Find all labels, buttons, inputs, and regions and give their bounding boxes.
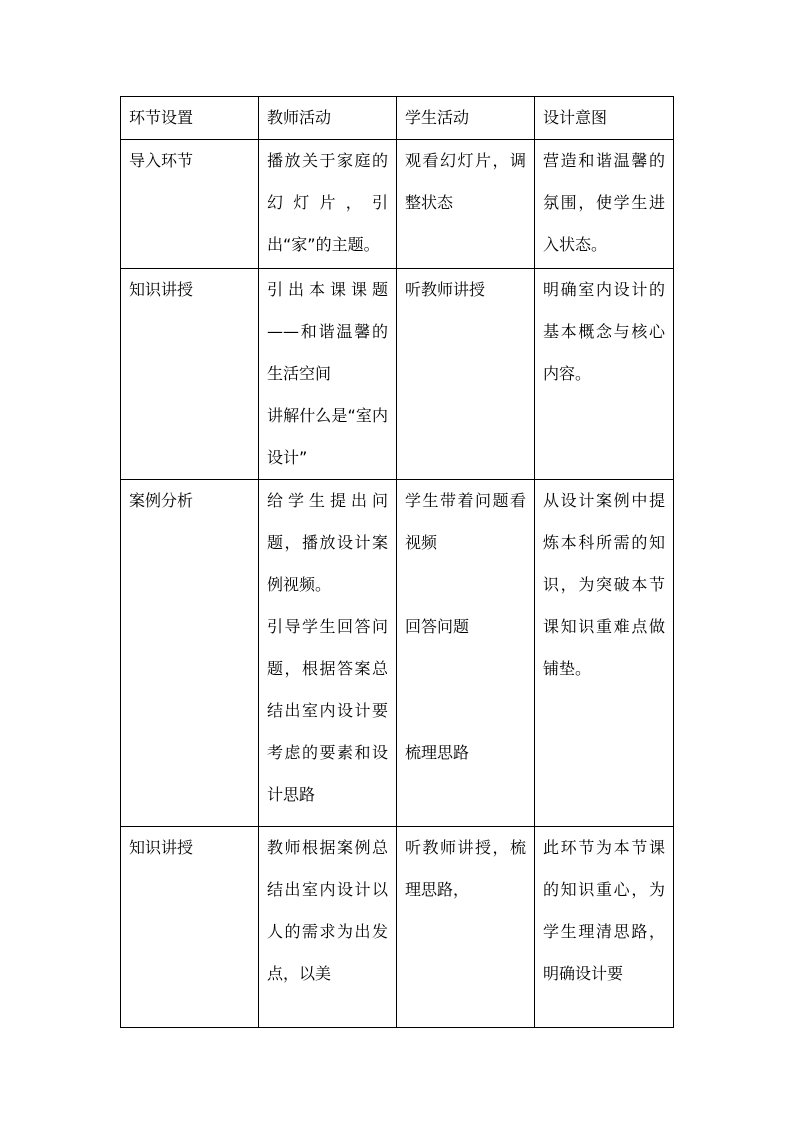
student-activity-text: 听教师讲授 bbox=[405, 280, 486, 299]
design-intent-cell bbox=[535, 269, 674, 480]
table-row bbox=[121, 140, 674, 269]
stage-cell bbox=[121, 480, 259, 827]
header-student-activity: 学生活动 bbox=[397, 97, 535, 140]
table-header-row bbox=[121, 97, 674, 140]
stage-cell bbox=[121, 140, 259, 269]
stage-text: 知识讲授 bbox=[129, 280, 194, 299]
stage-text: 案例分析 bbox=[129, 491, 194, 510]
design-intent-text: 营造和谐温馨的氛围，使学生进入状态。 bbox=[543, 151, 665, 254]
teacher-activity-text: 教师根据案例总结出室内设计以人的需求为出发点，以美 bbox=[267, 838, 388, 983]
design-intent-cell bbox=[535, 140, 674, 269]
stage-text: 知识讲授 bbox=[129, 838, 194, 857]
student-activity-cell bbox=[397, 827, 535, 1028]
teacher-activity-text: 引出本课课题——和谐温馨的生活空间 bbox=[267, 280, 388, 383]
student-activity-text: 学生带着问题看视频 bbox=[405, 491, 526, 552]
teacher-activity-cell bbox=[259, 480, 397, 827]
student-activity-cell bbox=[397, 140, 535, 269]
design-intent-cell bbox=[535, 827, 674, 1028]
design-intent-text: 从设计案例中提炼本科所需的知识，为突破本节课知识重难点做铺垫。 bbox=[543, 491, 665, 678]
student-activity-cell bbox=[397, 269, 535, 480]
teacher-activity-text: 讲解什么是“室内设计” bbox=[267, 406, 388, 467]
header-stage: 环节设置 bbox=[121, 97, 259, 140]
stage-cell bbox=[121, 827, 259, 1028]
student-activity-text: 梳理思路 bbox=[405, 743, 470, 762]
table-row bbox=[121, 827, 674, 1028]
teacher-activity-cell bbox=[259, 269, 397, 480]
table-row bbox=[121, 480, 674, 827]
student-activity-text: 观看幻灯片，调整状态 bbox=[405, 151, 526, 212]
stage-text: 导入环节 bbox=[129, 151, 194, 170]
teacher-activity-text: 播放关于家庭的幻灯片，引出“家”的主题。 bbox=[267, 151, 388, 254]
teacher-activity-text: 给学生提出问题，播放设计案例视频。 bbox=[267, 491, 388, 594]
spacer bbox=[405, 648, 526, 690]
student-activity-text: 回答问题 bbox=[405, 617, 470, 636]
teacher-activity-text: 引导学生回答问题，根据答案总结出室内设计要考虑的要素和设计思路 bbox=[267, 617, 388, 804]
lesson-plan-table bbox=[120, 96, 674, 1028]
spacer bbox=[405, 564, 526, 606]
teacher-activity-cell bbox=[259, 827, 397, 1028]
student-activity-text: 听教师讲授，梳理思路， bbox=[405, 838, 526, 899]
student-activity-cell bbox=[397, 480, 535, 827]
header-design-intent: 设计意图 bbox=[535, 97, 674, 140]
design-intent-text: 明确室内设计的基本概念与核心内容。 bbox=[543, 280, 665, 383]
header-teacher-activity: 教师活动 bbox=[259, 97, 397, 140]
teacher-activity-cell bbox=[259, 140, 397, 269]
spacer bbox=[405, 690, 526, 732]
table-row bbox=[121, 269, 674, 480]
stage-cell bbox=[121, 269, 259, 480]
design-intent-text: 此环节为本节课的知识重心，为学生理清思路，明确设计要 bbox=[543, 838, 665, 983]
design-intent-cell bbox=[535, 480, 674, 827]
